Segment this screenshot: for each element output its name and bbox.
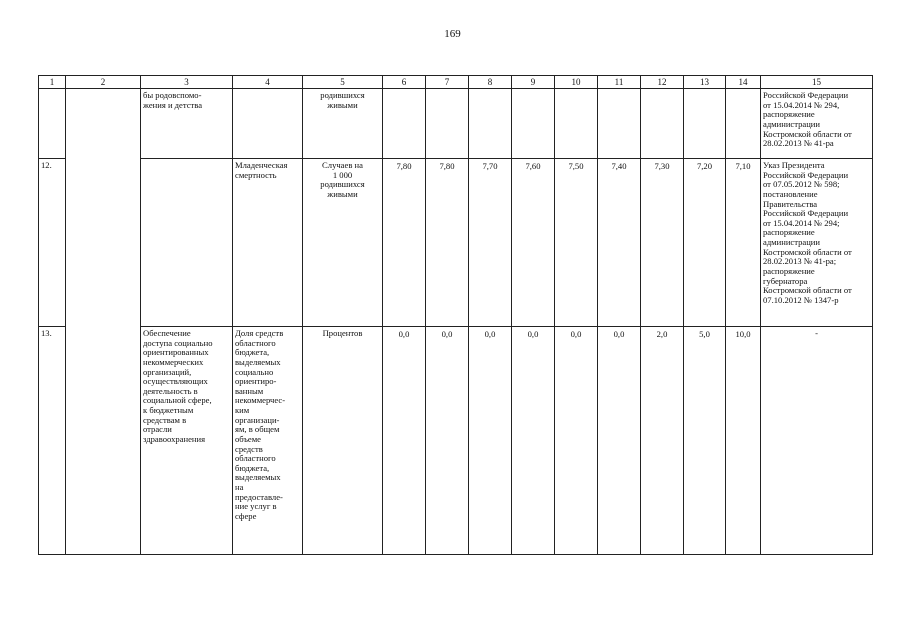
column-header: 4 <box>233 76 303 89</box>
cell-num: 13. <box>39 327 66 555</box>
cell-unit: родившихся живыми <box>303 89 383 159</box>
cell-value <box>469 89 512 159</box>
cell-value: 7,70 <box>469 159 512 327</box>
cell-goal <box>141 159 233 327</box>
cell-value <box>383 89 426 159</box>
cell-value: 7,50 <box>555 159 598 327</box>
cell-goal: Обеспечение доступа социально ориентированных некоммерческих организаций, осуществляющих деятельность в социальной сфере, к бюджетным средствам в отрасли здравоохранения <box>141 327 233 555</box>
cell-indicator: Младенческая смертность <box>233 159 303 327</box>
cell-col2 <box>66 89 141 555</box>
table-row <box>39 159 873 327</box>
cell-legal-basis: - <box>761 327 873 555</box>
column-header: 14 <box>726 76 761 89</box>
cell-value <box>598 89 641 159</box>
page-number: 169 <box>444 28 461 40</box>
cell-value: 0,0 <box>426 327 469 555</box>
cell-goal: бы родовспомо- жения и детства <box>141 89 233 159</box>
indicators-table <box>38 75 873 555</box>
cell-value <box>726 89 761 159</box>
cell-unit: Случаев на 1 000 родившихся живыми <box>303 159 383 327</box>
column-header: 3 <box>141 76 233 89</box>
cell-value: 7,20 <box>684 159 726 327</box>
cell-value: 7,80 <box>426 159 469 327</box>
column-header: 7 <box>426 76 469 89</box>
cell-value <box>512 89 555 159</box>
cell-legal-basis: Российской Федерации от 15.04.2014 № 294, распоряжение администрации Костромской области от 28.02.2013 № 41-ра <box>761 89 873 159</box>
cell-value <box>684 89 726 159</box>
cell-value: 2,0 <box>641 327 684 555</box>
cell-value: 7,10 <box>726 159 761 327</box>
cell-value: 7,80 <box>383 159 426 327</box>
column-header: 13 <box>684 76 726 89</box>
cell-value: 10,0 <box>726 327 761 555</box>
column-header: 8 <box>469 76 512 89</box>
cell-indicator <box>233 89 303 159</box>
column-header: 10 <box>555 76 598 89</box>
cell-legal-basis: Указ Президента Российской Федерации от 07.05.2012 № 598; постановление Правительства Российской Федерации от 15.04.2014 № 294; распоряжение администрации Костромской области от 28.02.2013 № 41-ра; распоряжение губернатора Костромской области от 07.10.2012 № 1347-р <box>761 159 873 327</box>
header-row <box>39 76 873 89</box>
column-header: 9 <box>512 76 555 89</box>
table-row <box>39 327 873 555</box>
cell-value: 0,0 <box>512 327 555 555</box>
cell-value: 0,0 <box>469 327 512 555</box>
cell-value: 0,0 <box>383 327 426 555</box>
cell-value: 7,60 <box>512 159 555 327</box>
column-header: 11 <box>598 76 641 89</box>
column-header: 5 <box>303 76 383 89</box>
cell-value: 7,30 <box>641 159 684 327</box>
cell-value: 0,0 <box>598 327 641 555</box>
column-header: 12 <box>641 76 684 89</box>
cell-num <box>39 89 66 159</box>
cell-value <box>641 89 684 159</box>
cell-value <box>555 89 598 159</box>
cell-unit: Процентов <box>303 327 383 555</box>
column-header: 6 <box>383 76 426 89</box>
cell-value: 5,0 <box>684 327 726 555</box>
table-row <box>39 89 873 159</box>
cell-indicator: Доля средств областного бюджета, выделяемых социально ориентиро- ванным некоммерчес- ким организаци- ям, в общем объеме средств областного бюджета, выделяемых на предоставле- ние услуг в сфере <box>233 327 303 555</box>
cell-num: 12. <box>39 159 66 327</box>
column-header: 1 <box>39 76 66 89</box>
column-header: 2 <box>66 76 141 89</box>
cell-value: 0,0 <box>555 327 598 555</box>
cell-value <box>426 89 469 159</box>
column-header: 15 <box>761 76 873 89</box>
cell-value: 7,40 <box>598 159 641 327</box>
